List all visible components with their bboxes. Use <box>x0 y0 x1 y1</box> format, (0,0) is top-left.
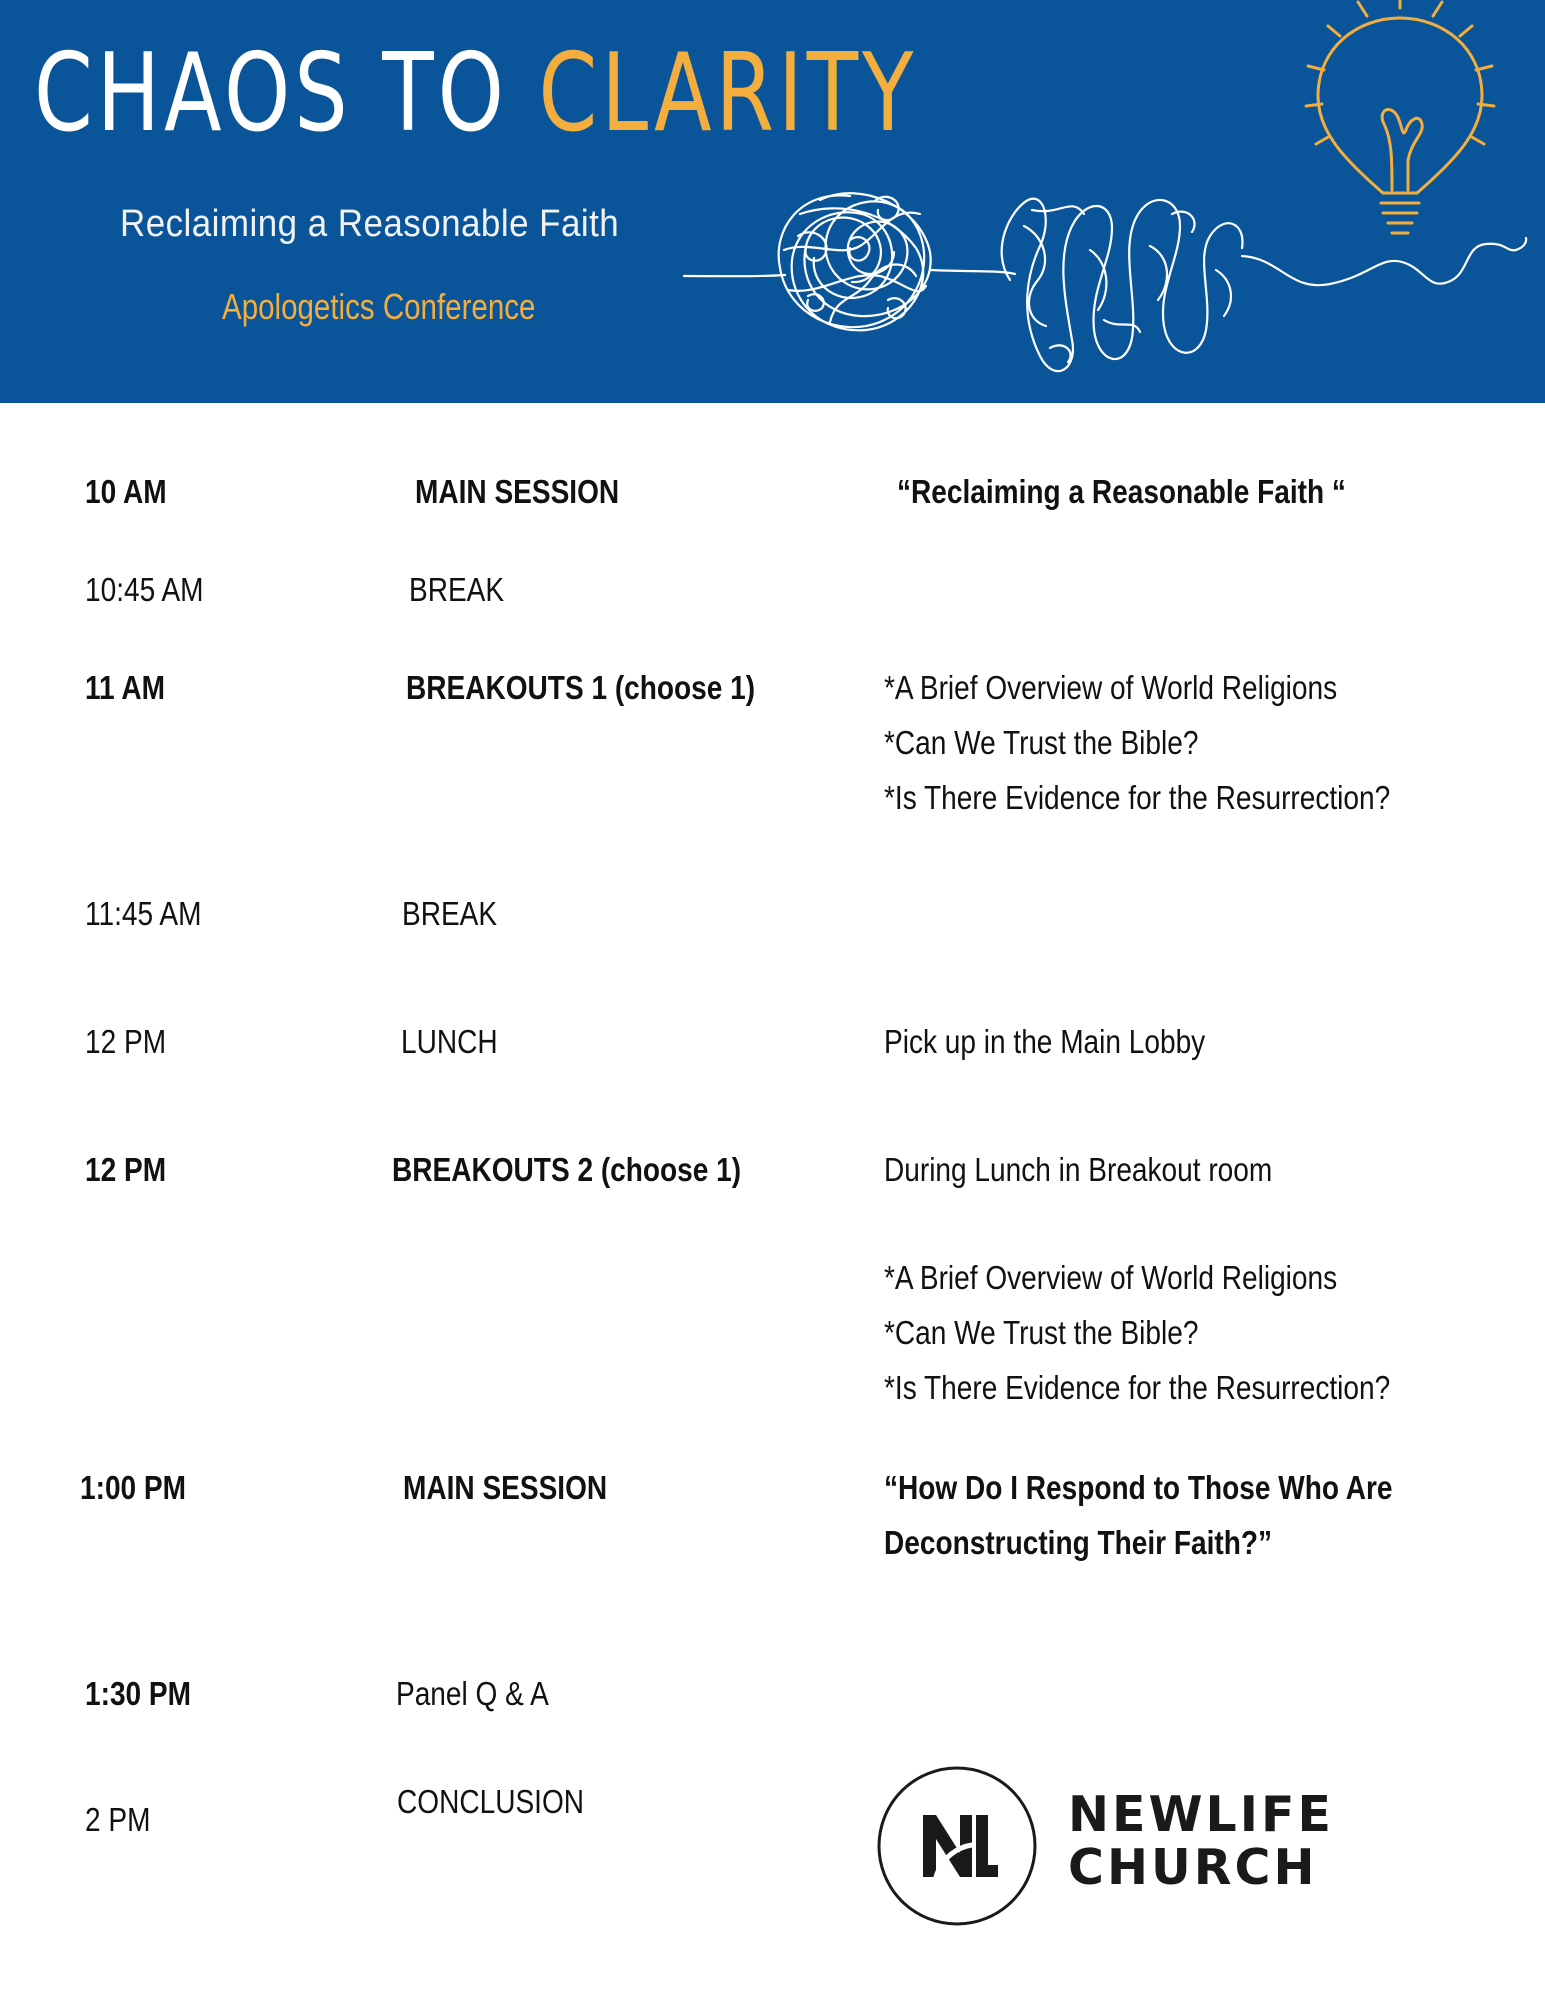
header-banner <box>0 0 1545 403</box>
detail-3-breakout-list: *A Brief Overview of World Religions *Can We Trust the Bible? *Is There Evidence for the Resurrection? <box>884 669 1391 816</box>
time-8: 1:30 PM <box>85 1675 192 1712</box>
church-name-line2: CHURCH <box>1068 1839 1318 1896</box>
event-subtitle: Reclaiming a Reasonable Faith <box>120 203 620 245</box>
time-4: 11:45 AM <box>85 895 202 932</box>
event-2: BREAK <box>409 571 505 608</box>
event-4: BREAK <box>402 895 498 932</box>
church-name <box>1068 1788 1334 1894</box>
event-7: MAIN SESSION <box>403 1469 608 1506</box>
newlife-church-logo-icon <box>876 1765 1038 1927</box>
event-9: CONCLUSION <box>397 1783 585 1820</box>
detail-1: “Reclaiming a Reasonable Faith “ <box>897 473 1346 510</box>
conference-name: Apologetics Conference <box>222 286 536 327</box>
time-2: 10:45 AM <box>85 571 204 608</box>
detail-5: Pick up in the Main Lobby <box>884 1023 1206 1060</box>
detail-7: “How Do I Respond to Those Who Are Deconstructing Their Faith?” <box>884 1469 1393 1561</box>
time-7: 1:00 PM <box>80 1469 187 1506</box>
time-9: 2 PM <box>85 1801 151 1838</box>
church-name-line1: NEWLIFE <box>1068 1786 1334 1843</box>
title-part-clarity: CLARITY <box>538 31 918 156</box>
time-1: 10 AM <box>85 473 167 510</box>
time-6: 12 PM <box>85 1151 167 1188</box>
event-8: Panel Q & A <box>396 1675 549 1712</box>
time-5: 12 PM <box>85 1023 167 1060</box>
title-part-chaos: CHAOS TO <box>34 31 539 156</box>
event-3: BREAKOUTS 1 (choose 1) <box>406 669 756 706</box>
time-3: 11 AM <box>85 669 166 706</box>
detail-6: During Lunch in Breakout room <box>884 1151 1273 1188</box>
detail-6-breakout-list: *A Brief Overview of World Religions *Can We Trust the Bible? *Is There Evidence for the Resurrection? <box>884 1259 1391 1406</box>
event-5: LUNCH <box>401 1023 498 1060</box>
tangled-string-lightbulb-illustration <box>680 0 1545 403</box>
event-1: MAIN SESSION <box>415 473 620 510</box>
event-6: BREAKOUTS 2 (choose 1) <box>392 1151 742 1188</box>
